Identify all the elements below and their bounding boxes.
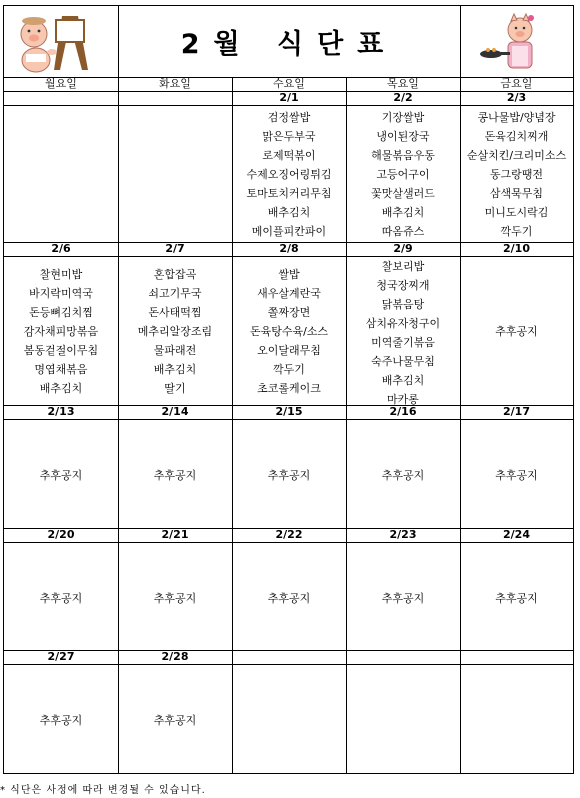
date-label: 2/8 xyxy=(279,242,299,255)
menu-item: 새우살계란국 xyxy=(257,287,321,300)
menu-item: 깍두기 xyxy=(273,363,305,376)
menu-item: 삼치유자청구이 xyxy=(365,317,441,330)
date-label: 2/10 xyxy=(503,242,530,255)
tbd-note: 추후공지 xyxy=(153,469,197,482)
grid-line xyxy=(4,419,573,420)
weekday-label: 화요일 xyxy=(159,77,191,90)
date-label: 2/13 xyxy=(47,405,75,418)
menu-item: 돈육김치찌개 xyxy=(484,130,549,143)
menu-item: 검정쌀밥 xyxy=(267,111,311,124)
menu-cell xyxy=(4,265,118,398)
menu-item: 꽃맛살샐러드 xyxy=(371,187,435,200)
menu-item: 청국장찌개 xyxy=(376,279,430,292)
date-label: 2/15 xyxy=(275,405,303,418)
date-label: 2/24 xyxy=(503,528,530,541)
page-title: 2월 식단표 xyxy=(180,29,398,60)
menu-item: 감자채피망볶음 xyxy=(23,325,99,338)
tbd-note: 추후공지 xyxy=(39,469,83,482)
date-label: 2/14 xyxy=(161,405,189,418)
date-label: 2/28 xyxy=(161,650,189,663)
tbd-note: 추후공지 xyxy=(153,714,197,727)
menu-item: 초코롤케이크 xyxy=(257,382,321,395)
menu-item: 마카롱 xyxy=(387,393,419,406)
menu-item: 미니도시락김 xyxy=(484,206,549,219)
menu-item: 닭볶음탕 xyxy=(381,298,425,311)
grid-line xyxy=(4,105,573,106)
tbd-note: 추후공지 xyxy=(39,592,83,605)
menu-cell xyxy=(460,108,573,241)
menu-item: 해물볶음우동 xyxy=(371,149,435,162)
menu-item: 배추김치 xyxy=(381,206,425,219)
menu-item: 고등어구이 xyxy=(376,168,430,181)
tbd-note: 추후공지 xyxy=(267,592,311,605)
menu-item: 바지락미역국 xyxy=(29,287,93,300)
date-label: 2/9 xyxy=(393,242,413,255)
menu-item: 딸기 xyxy=(164,382,186,395)
weekday-label: 목요일 xyxy=(387,77,419,90)
date-label: 2/3 xyxy=(506,91,527,104)
date-label: 2/17 xyxy=(503,405,530,418)
date-label: 2/16 xyxy=(389,405,417,418)
date-label: 2/22 xyxy=(275,528,303,541)
menu-item: 메이플피칸파이 xyxy=(251,225,327,238)
menu-item: 돈등뼈김치찜 xyxy=(29,306,93,319)
menu-item: 오이달래무침 xyxy=(257,344,321,357)
menu-item: 돈육탕수육/소스 xyxy=(249,325,329,338)
menu-item: 배추김치 xyxy=(267,206,311,219)
grid-line xyxy=(4,542,573,543)
tbd-note: 추후공지 xyxy=(495,325,538,338)
menu-item: 찰보리밥 xyxy=(381,260,425,273)
menu-item: 찰현미밥 xyxy=(39,268,83,281)
menu-item: 깍두기 xyxy=(500,225,533,238)
weekday-label: 수요일 xyxy=(273,77,305,90)
menu-item: 쫄짜장면 xyxy=(267,306,311,319)
menu-item: 미역줄기볶음 xyxy=(371,336,435,349)
menu-item: 로제떡볶이 xyxy=(262,149,316,162)
menu-item: 숙주나물무침 xyxy=(371,355,435,368)
menu-cell xyxy=(346,108,460,241)
menu-item: 돈사태떡찜 xyxy=(148,306,202,319)
footer-note: * 식단은 사정에 따라 변경될 수 있습니다. xyxy=(0,785,206,796)
menu-item: 맑은두부국 xyxy=(262,130,316,143)
date-label: 2/1 xyxy=(279,91,299,104)
menu-item: 수제오징어링튀김 xyxy=(246,168,332,181)
tbd-note: 추후공지 xyxy=(495,592,538,605)
date-label: 2/23 xyxy=(389,528,417,541)
menu-item: 냉이된장국 xyxy=(376,130,430,143)
weekday-label: 금요일 xyxy=(500,77,533,90)
menu-item: 콩나물밥/양념장 xyxy=(477,111,556,124)
tbd-note: 추후공지 xyxy=(153,592,197,605)
date-label: 2/27 xyxy=(47,650,75,663)
menu-item: 따옴쥬스 xyxy=(381,225,425,238)
date-label: 2/21 xyxy=(161,528,189,541)
weekday-label: 월요일 xyxy=(45,77,77,90)
menu-item: 기장쌀밥 xyxy=(381,111,425,124)
menu-item: 물파래전 xyxy=(153,344,197,357)
grid-line xyxy=(4,664,573,665)
tbd-note: 추후공지 xyxy=(267,469,311,482)
date-label: 2/6 xyxy=(51,242,71,255)
menu-item: 삼색묵무침 xyxy=(489,187,544,200)
menu-item: 배추김치 xyxy=(381,374,425,387)
menu-item: 토마토치커리무침 xyxy=(246,187,332,200)
tbd-note: 추후공지 xyxy=(39,714,83,727)
grid-line xyxy=(4,256,573,257)
date-label: 2/20 xyxy=(47,528,75,541)
menu-item: 혼합잡곡 xyxy=(153,268,197,281)
tbd-note: 추후공지 xyxy=(381,592,425,605)
menu-item: 순살치킨/크리미소스 xyxy=(466,149,567,162)
date-label: 2/2 xyxy=(393,91,413,104)
menu-item: 쌀밥 xyxy=(278,268,300,281)
painter-pig-icon xyxy=(12,12,92,74)
menu-item: 동그랑땡전 xyxy=(489,168,544,181)
menu-cell xyxy=(346,257,460,409)
menu-item: 봄동겉절이무침 xyxy=(23,344,99,357)
menu-cell xyxy=(232,265,346,398)
menu-cell xyxy=(232,108,346,241)
chef-pig-icon xyxy=(476,12,556,74)
menu-cell xyxy=(118,265,232,398)
menu-item: 메추리알장조림 xyxy=(137,325,213,338)
menu-table xyxy=(3,5,574,774)
menu-item: 배추김치 xyxy=(153,363,197,376)
tbd-note: 추후공지 xyxy=(381,469,425,482)
menu-item: 명엽채볶음 xyxy=(34,363,88,376)
menu-item: 배추김치 xyxy=(39,382,83,395)
date-label: 2/7 xyxy=(165,242,185,255)
menu-item: 쇠고기무국 xyxy=(148,287,202,300)
tbd-note: 추후공지 xyxy=(495,469,538,482)
